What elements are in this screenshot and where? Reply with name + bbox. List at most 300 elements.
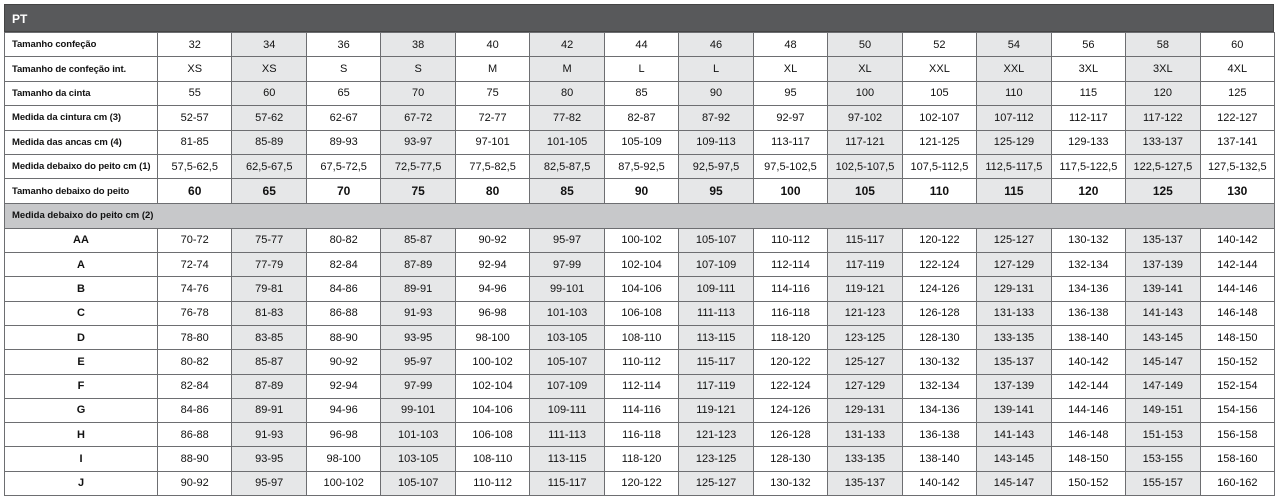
table-cell: 131-133 [828,423,902,447]
table-cell: 109-113 [679,130,753,154]
table-row [5,398,1275,422]
table-cell: 107-109 [530,374,604,398]
table-cell: 92-97 [753,106,827,130]
table-cell: 115-117 [679,350,753,374]
table-cell: 95-97 [530,228,604,252]
table-cell: 116-118 [753,301,827,325]
table-cell: 114-116 [753,277,827,301]
cup-label: E [5,350,158,374]
table-cell: 150-152 [1051,471,1125,495]
table-cell: 75-77 [232,228,306,252]
table-cell: M [530,57,604,81]
table-cell: 58 [1126,33,1200,57]
table-row [5,447,1275,471]
table-cell: 113-115 [530,447,604,471]
table-cell: 32 [158,33,232,57]
table-cell: 50 [828,33,902,57]
table-cell: 62-67 [306,106,380,130]
table-row [5,179,1275,203]
table-cell: 128-130 [753,447,827,471]
table-cell: 111-113 [679,301,753,325]
table-cell: 80 [455,179,529,203]
table-cell: 101-103 [530,301,604,325]
table-cell: 120 [1051,179,1125,203]
table-cell: 67,5-72,5 [306,154,380,178]
cup-label: C [5,301,158,325]
table-cell: 150-152 [1200,350,1274,374]
table-cell: 124-126 [753,398,827,422]
table-cell: 83-85 [232,325,306,349]
table-cell: 3XL [1051,57,1125,81]
table-row [5,471,1275,495]
table-cell: 46 [679,33,753,57]
table-cell: 87,5-92,5 [604,154,678,178]
table-cell: 52-57 [158,106,232,130]
table-cell: 149-151 [1126,398,1200,422]
table-cell: 121-123 [828,301,902,325]
table-cell: 122-127 [1200,106,1274,130]
table-cell: 122-124 [753,374,827,398]
table-cell: 129-131 [828,398,902,422]
table-cell: 125 [1126,179,1200,203]
table-cell: 105-107 [679,228,753,252]
table-cell: 133-135 [828,447,902,471]
table-cell: 139-141 [977,398,1051,422]
table-cell: XXL [977,57,1051,81]
cup-label: H [5,423,158,447]
table-cell: 67-72 [381,106,455,130]
table-cell: 106-108 [455,423,529,447]
table-cell: 34 [232,33,306,57]
cup-label: J [5,471,158,495]
table-cell: 100-102 [306,471,380,495]
table-cell: 110-112 [455,471,529,495]
table-cell: 85-89 [232,130,306,154]
table-cell: 88-90 [158,447,232,471]
table-cell: 144-146 [1200,277,1274,301]
table-cell: 142-144 [1051,374,1125,398]
table-cell: 108-110 [604,325,678,349]
table-cell: 3XL [1126,57,1200,81]
table-row [5,253,1275,277]
table-cell: 107,5-112,5 [902,154,976,178]
table-cell: 72-77 [455,106,529,130]
table-cell: L [604,57,678,81]
table-cell: 121-125 [902,130,976,154]
table-cell: 129-131 [977,277,1051,301]
table-cell: 113-117 [753,130,827,154]
table-cell: 148-150 [1200,325,1274,349]
table-cell: 72-74 [158,253,232,277]
table-cell: 124-126 [902,277,976,301]
table-cell: 4XL [1200,57,1274,81]
table-cell: 138-140 [902,447,976,471]
table-cell: 125-127 [828,350,902,374]
table-cell: 85 [530,179,604,203]
table-cell: XL [753,57,827,81]
table-cell: 98-100 [306,447,380,471]
table-cell: 56 [1051,33,1125,57]
size-table [4,32,1275,496]
row-label: Medida das ancas cm (4) [5,130,158,154]
table-cell: 90-92 [306,350,380,374]
table-cell: 117-119 [679,374,753,398]
table-cell: 118-120 [604,447,678,471]
table-cell: 110-112 [753,228,827,252]
table-cell: 110 [902,179,976,203]
table-row [5,301,1275,325]
table-cell: 130-132 [902,350,976,374]
table-cell: 135-137 [828,471,902,495]
table-cell: 123-125 [679,447,753,471]
table-cell: 137-141 [1200,130,1274,154]
table-cell: 84-86 [158,398,232,422]
table-cell: 57,5-62,5 [158,154,232,178]
table-cell: 156-158 [1200,423,1274,447]
table-cell: 81-83 [232,301,306,325]
table-cell: 122-124 [902,253,976,277]
cup-label: A [5,253,158,277]
table-cell: 90 [679,81,753,105]
table-cell: 105 [902,81,976,105]
table-row [5,57,1275,81]
table-cell: 60 [158,179,232,203]
table-cell: 87-89 [381,253,455,277]
table-cell: 114-116 [604,398,678,422]
table-cell: 96-98 [455,301,529,325]
table-cell: 65 [306,81,380,105]
table-cell: 105-107 [530,350,604,374]
table-cell: 82-84 [158,374,232,398]
table-cell: 127-129 [828,374,902,398]
table-cell: 100-102 [604,228,678,252]
table-cell: 130 [1200,179,1274,203]
table-cell: 80 [530,81,604,105]
table-cell: 138-140 [1051,325,1125,349]
table-cell: 93-97 [381,130,455,154]
table-cell: 115-117 [530,471,604,495]
table-cell: XS [158,57,232,81]
table-cell: 48 [753,33,827,57]
cup-label: G [5,398,158,422]
table-cell: M [455,57,529,81]
table-cell: 137-139 [1126,253,1200,277]
table-cell: 99-101 [530,277,604,301]
table-row [5,154,1275,178]
table-cell: 102-104 [455,374,529,398]
table-cell: 122,5-127,5 [1126,154,1200,178]
table-cell: 100-102 [455,350,529,374]
table-cell: 87-92 [679,106,753,130]
row-label: Tamanho da cinta [5,81,158,105]
table-cell: 133-137 [1126,130,1200,154]
table-cell: 77-79 [232,253,306,277]
table-row [5,374,1275,398]
table-cell: 131-133 [977,301,1051,325]
table-cell: 80-82 [306,228,380,252]
table-cell: 97-99 [381,374,455,398]
table-cell: 152-154 [1200,374,1274,398]
table-cell: 155-157 [1126,471,1200,495]
table-cell: 117-121 [828,130,902,154]
table-cell: 110 [977,81,1051,105]
table-cell: 104-106 [455,398,529,422]
table-cell: 60 [1200,33,1274,57]
table-cell: 108-110 [455,447,529,471]
table-cell: XS [232,57,306,81]
table-cell: 90-92 [158,471,232,495]
section-label: Medida debaixo do peito cm (2) [5,203,1275,228]
table-cell: 125 [1200,81,1274,105]
cup-label: B [5,277,158,301]
table-cell: 120-122 [604,471,678,495]
table-cell: 140-142 [902,471,976,495]
table-cell: 96-98 [306,423,380,447]
table-cell: 139-141 [1126,277,1200,301]
cup-label: I [5,447,158,471]
table-cell: 88-90 [306,325,380,349]
table-cell: 70 [381,81,455,105]
table-cell: 44 [604,33,678,57]
table-cell: 57-62 [232,106,306,130]
table-cell: 146-148 [1200,301,1274,325]
table-cell: 117-119 [828,253,902,277]
table-cell: 107-112 [977,106,1051,130]
table-cell: 130-132 [753,471,827,495]
table-cell: 136-138 [902,423,976,447]
table-cell: 153-155 [1126,447,1200,471]
table-cell: 132-134 [902,374,976,398]
table-cell: 142-144 [1200,253,1274,277]
table-cell: 93-95 [381,325,455,349]
table-cell: 86-88 [158,423,232,447]
table-cell: 116-118 [604,423,678,447]
table-cell: 103-105 [381,447,455,471]
table-cell: 115 [977,179,1051,203]
table-cell: 82-84 [306,253,380,277]
table-cell: 133-135 [977,325,1051,349]
table-cell: 126-128 [753,423,827,447]
size-chart [4,4,1274,496]
table-cell: 97-101 [455,130,529,154]
table-cell: 137-139 [977,374,1051,398]
row-label: Tamanho confeção [5,33,158,57]
cup-label: AA [5,228,158,252]
table-row [5,228,1275,252]
table-cell: 121-123 [679,423,753,447]
table-cell: 55 [158,81,232,105]
table-cell: 145-147 [1126,350,1200,374]
table-cell: 95-97 [381,350,455,374]
table-cell: 91-93 [381,301,455,325]
table-cell: 112-114 [753,253,827,277]
table-cell: 125-127 [977,228,1051,252]
table-title: PT [4,4,1274,32]
table-cell: 115 [1051,81,1125,105]
table-cell: 89-91 [381,277,455,301]
table-cell: S [306,57,380,81]
table-cell: 40 [455,33,529,57]
table-cell: 112-114 [604,374,678,398]
table-cell: 42 [530,33,604,57]
table-cell: 97,5-102,5 [753,154,827,178]
table-cell: 125-127 [679,471,753,495]
table-cell: 100 [828,81,902,105]
table-cell: S [381,57,455,81]
table-cell: 151-153 [1126,423,1200,447]
table-cell: 107-109 [679,253,753,277]
table-cell: 140-142 [1200,228,1274,252]
table-cell: 101-103 [381,423,455,447]
table-cell: 112-117 [1051,106,1125,130]
table-row [5,106,1275,130]
table-cell: 120-122 [753,350,827,374]
table-cell: 93-95 [232,447,306,471]
table-cell: 101-105 [530,130,604,154]
table-cell: 85-87 [232,350,306,374]
table-cell: 141-143 [1126,301,1200,325]
table-row [5,81,1275,105]
cup-label: D [5,325,158,349]
section-header-row [5,203,1275,228]
table-cell: 120 [1126,81,1200,105]
table-cell: XL [828,57,902,81]
table-cell: 132-134 [1051,253,1125,277]
row-label: Tamanho de confeção int. [5,57,158,81]
table-cell: 141-143 [977,423,1051,447]
table-cell: 129-133 [1051,130,1125,154]
table-cell: 80-82 [158,350,232,374]
table-cell: 105-109 [604,130,678,154]
table-cell: 75 [455,81,529,105]
table-cell: 125-129 [977,130,1051,154]
table-cell: 105-107 [381,471,455,495]
table-cell: 82,5-87,5 [530,154,604,178]
table-cell: 89-91 [232,398,306,422]
table-cell: 77,5-82,5 [455,154,529,178]
table-cell: 119-121 [679,398,753,422]
table-cell: 79-81 [232,277,306,301]
table-cell: 84-86 [306,277,380,301]
table-cell: 78-80 [158,325,232,349]
table-cell: 112,5-117,5 [977,154,1051,178]
table-cell: 75 [381,179,455,203]
table-cell: 95 [753,81,827,105]
table-cell: 148-150 [1051,447,1125,471]
table-row [5,33,1275,57]
table-row [5,350,1275,374]
table-cell: 92-94 [306,374,380,398]
table-cell: 117,5-122,5 [1051,154,1125,178]
table-cell: 117-122 [1126,106,1200,130]
table-cell: 118-120 [753,325,827,349]
table-cell: 146-148 [1051,423,1125,447]
table-cell: 60 [232,81,306,105]
table-cell: 89-93 [306,130,380,154]
row-label: Medida debaixo do peito cm (1) [5,154,158,178]
table-cell: 94-96 [455,277,529,301]
table-cell: 87-89 [232,374,306,398]
table-cell: 54 [977,33,1051,57]
table-cell: 94-96 [306,398,380,422]
table-cell: 109-111 [530,398,604,422]
row-label: Tamanho debaixo do peito [5,179,158,203]
table-cell: 90 [604,179,678,203]
table-cell: 98-100 [455,325,529,349]
table-cell: 65 [232,179,306,203]
table-cell: 119-121 [828,277,902,301]
table-cell: 62,5-67,5 [232,154,306,178]
table-cell: 91-93 [232,423,306,447]
table-cell: 158-160 [1200,447,1274,471]
table-cell: 140-142 [1051,350,1125,374]
table-cell: 85 [604,81,678,105]
table-cell: 70 [306,179,380,203]
table-cell: L [679,57,753,81]
table-cell: 136-138 [1051,301,1125,325]
table-row [5,277,1275,301]
table-cell: 105 [828,179,902,203]
table-cell: 145-147 [977,471,1051,495]
table-cell: 99-101 [381,398,455,422]
table-cell: 127,5-132,5 [1200,154,1274,178]
table-cell: 154-156 [1200,398,1274,422]
table-cell: 97-99 [530,253,604,277]
table-cell: 52 [902,33,976,57]
table-cell: 72,5-77,5 [381,154,455,178]
table-cell: 95-97 [232,471,306,495]
table-cell: 38 [381,33,455,57]
table-cell: 70-72 [158,228,232,252]
table-cell: 147-149 [1126,374,1200,398]
table-cell: 143-145 [977,447,1051,471]
cup-label: F [5,374,158,398]
table-cell: 111-113 [530,423,604,447]
table-cell: 160-162 [1200,471,1274,495]
table-cell: 126-128 [902,301,976,325]
table-row [5,423,1275,447]
table-cell: 135-137 [977,350,1051,374]
table-cell: 127-129 [977,253,1051,277]
table-cell: 81-85 [158,130,232,154]
table-cell: 77-82 [530,106,604,130]
table-cell: 123-125 [828,325,902,349]
table-cell: 82-87 [604,106,678,130]
table-cell: 92-94 [455,253,529,277]
table-cell: 115-117 [828,228,902,252]
table-cell: 109-111 [679,277,753,301]
table-cell: 128-130 [902,325,976,349]
table-cell: 144-146 [1051,398,1125,422]
table-row [5,130,1275,154]
table-cell: 130-132 [1051,228,1125,252]
table-cell: 134-136 [902,398,976,422]
table-cell: 143-145 [1126,325,1200,349]
table-cell: 86-88 [306,301,380,325]
table-cell: 92,5-97,5 [679,154,753,178]
table-cell: 90-92 [455,228,529,252]
table-cell: 104-106 [604,277,678,301]
table-cell: 95 [679,179,753,203]
row-label: Medida da cintura cm (3) [5,106,158,130]
table-cell: 76-78 [158,301,232,325]
table-cell: 102-104 [604,253,678,277]
table-cell: 113-115 [679,325,753,349]
table-cell: 106-108 [604,301,678,325]
table-cell: 110-112 [604,350,678,374]
table-cell: 120-122 [902,228,976,252]
table-cell: 135-137 [1126,228,1200,252]
